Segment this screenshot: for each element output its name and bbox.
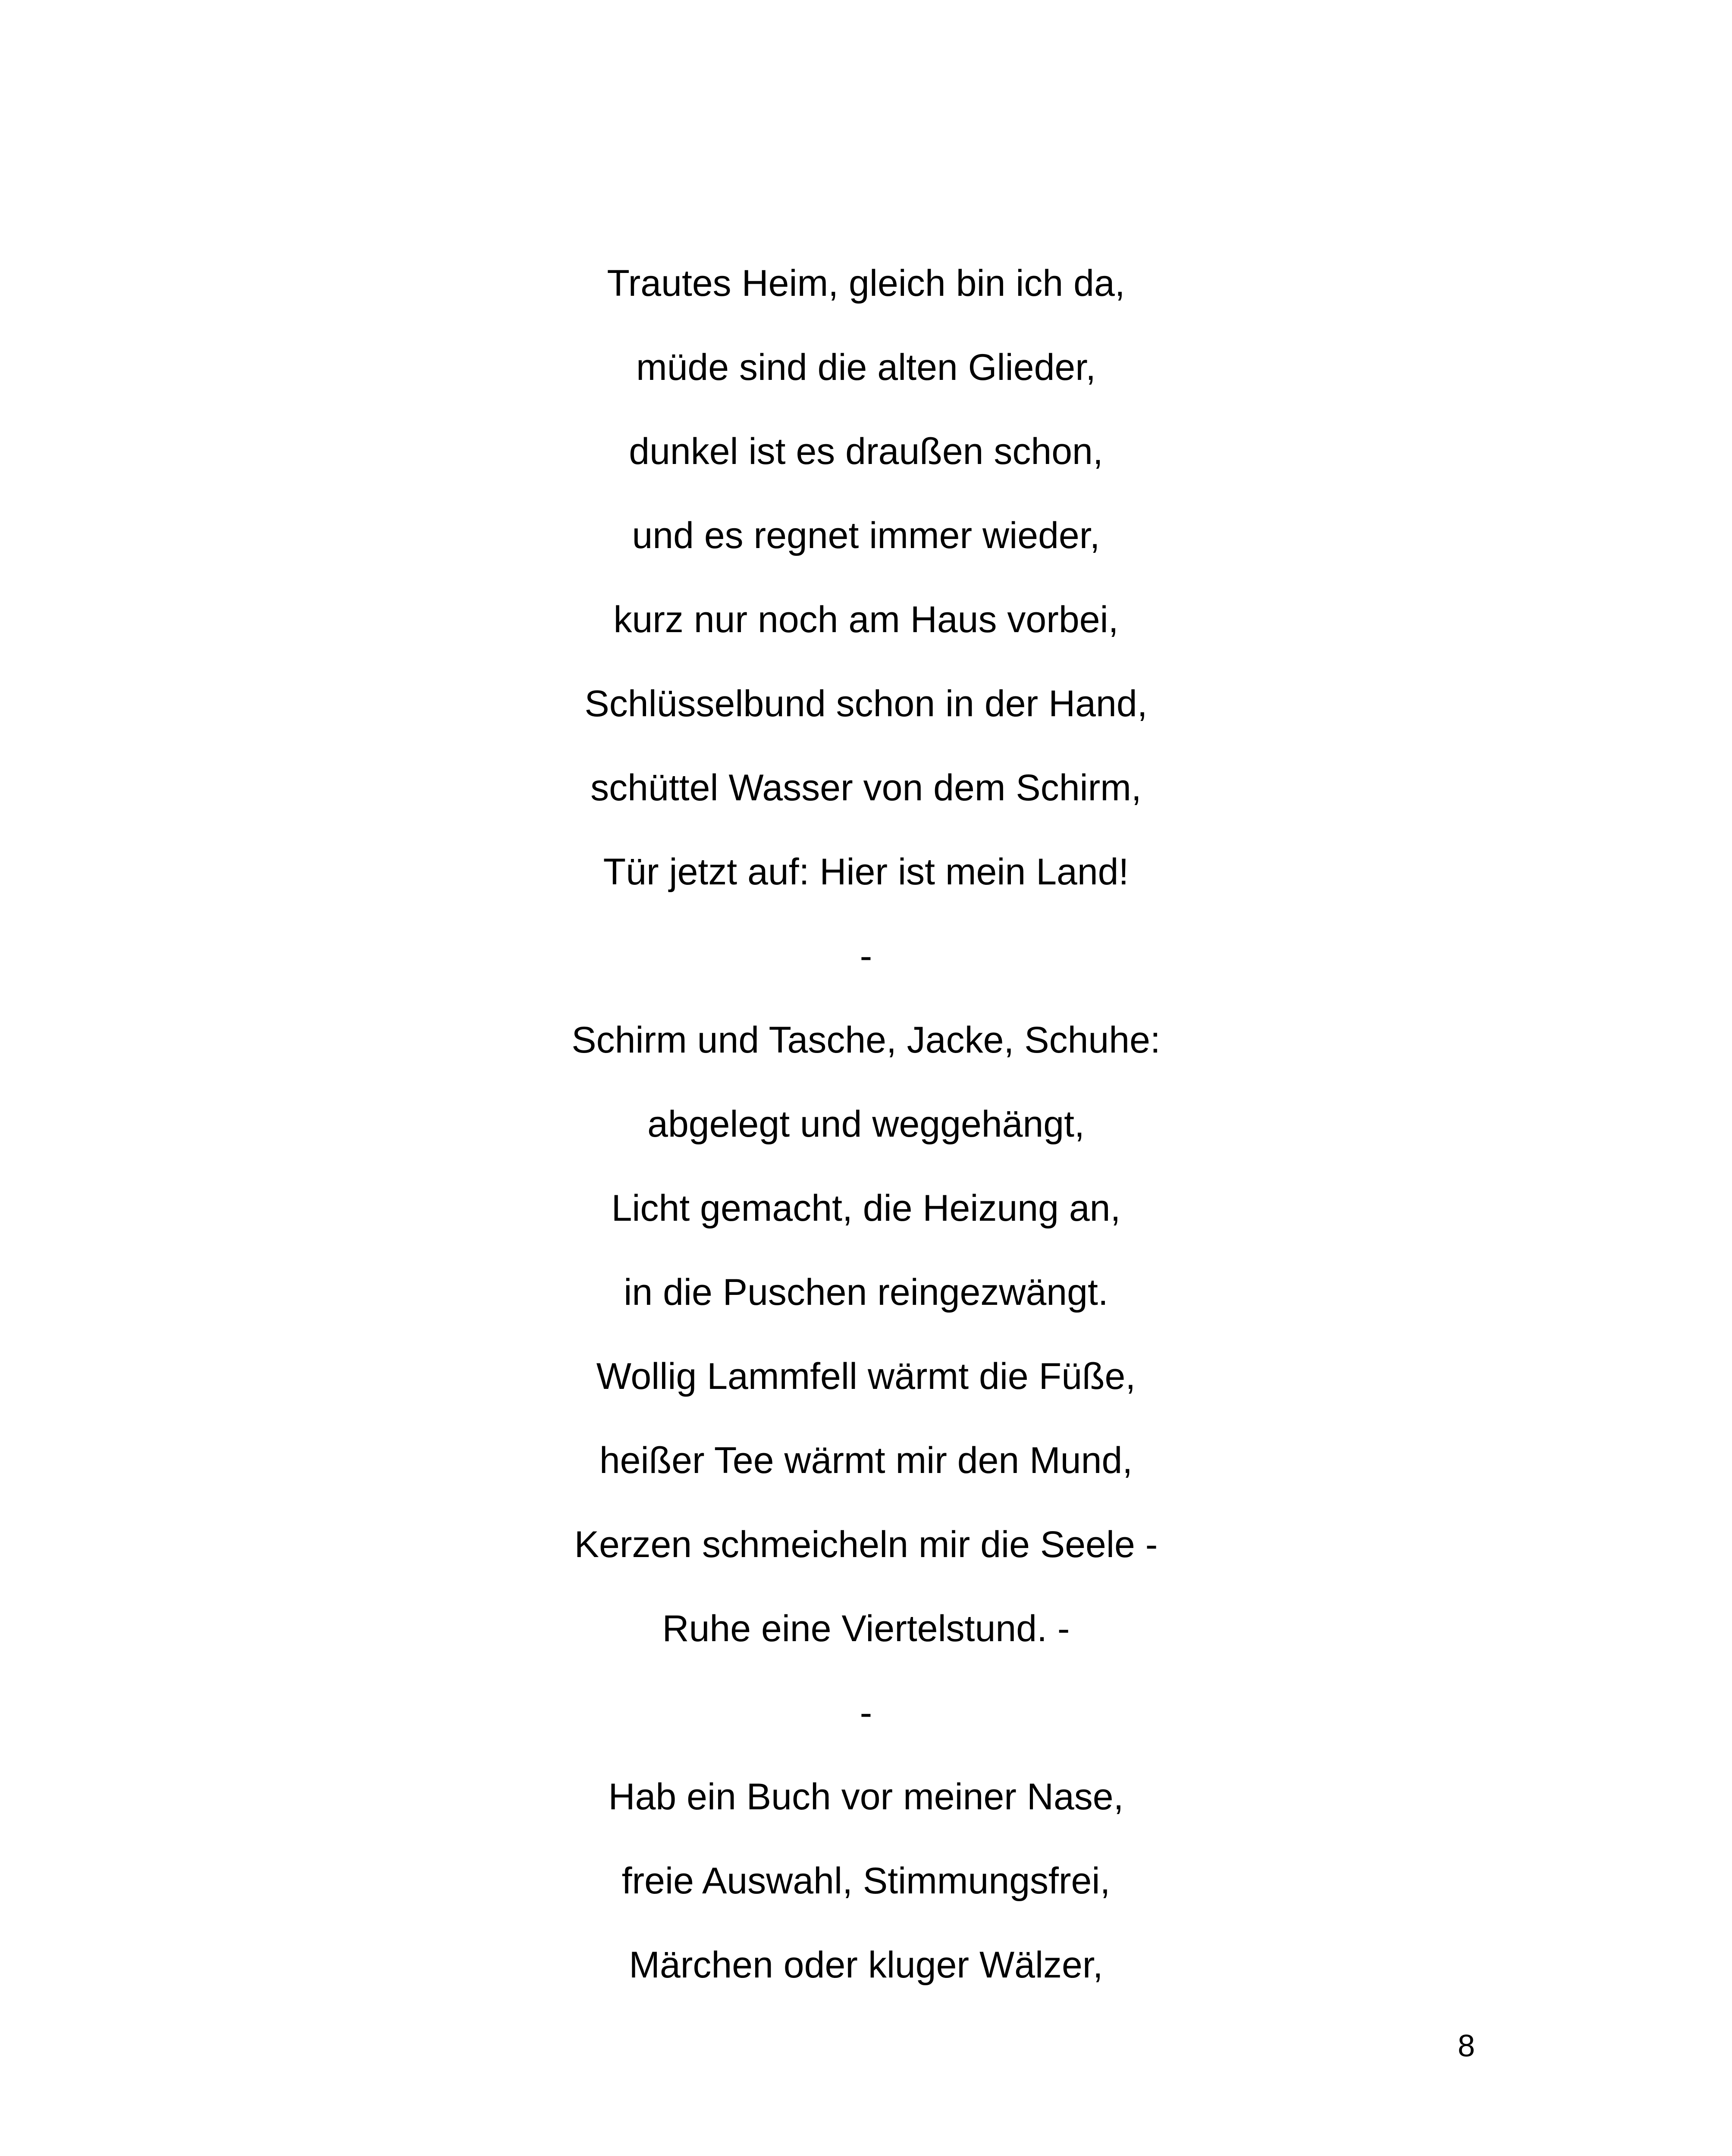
poem-line: Trautes Heim, gleich bin ich da, [607, 263, 1125, 304]
poem-line: und es regnet immer wieder, [632, 515, 1100, 556]
poem-line: Ruhe eine Viertelstund. - [662, 1608, 1070, 1649]
poem-line: kurz nur noch am Haus vorbei, [613, 599, 1119, 640]
poem-line: müde sind die alten Glieder, [636, 347, 1096, 388]
poem-line: abgelegt und weggehängt, [647, 1103, 1085, 1145]
poem-line: Schirm und Tasche, Jacke, Schuhe: [571, 1019, 1161, 1061]
poem-line: freie Auswahl, Stimmungsfrei, [621, 1860, 1111, 1902]
stanza-separator: - [860, 1692, 872, 1733]
poem-line: Licht gemacht, die Heizung an, [611, 1188, 1121, 1229]
poem-line: Tür jetzt auf: Hier ist mein Land! [603, 851, 1129, 893]
poem-line: heißer Tee wärmt mir den Mund, [599, 1440, 1133, 1481]
poem-line: schüttel Wasser von dem Schirm, [590, 767, 1142, 808]
poem-line: dunkel ist es draußen schon, [629, 431, 1103, 472]
poem-text [0, 241, 1732, 2007]
page-number: 8 [1457, 2029, 1475, 2063]
poem-line: Wollig Lammfell wärmt die Füße, [596, 1356, 1136, 1397]
poem-line: Märchen oder kluger Wälzer, [629, 1944, 1103, 1986]
poem-line: in die Puschen reingezwängt. [624, 1272, 1108, 1313]
poem-line: Schlüsselbund schon in der Hand, [584, 683, 1148, 724]
stanza-separator: - [860, 935, 872, 977]
poem-line: Hab ein Buch vor meiner Nase, [608, 1776, 1124, 1818]
poem-line: Kerzen schmeicheln mir die Seele - [574, 1524, 1158, 1565]
